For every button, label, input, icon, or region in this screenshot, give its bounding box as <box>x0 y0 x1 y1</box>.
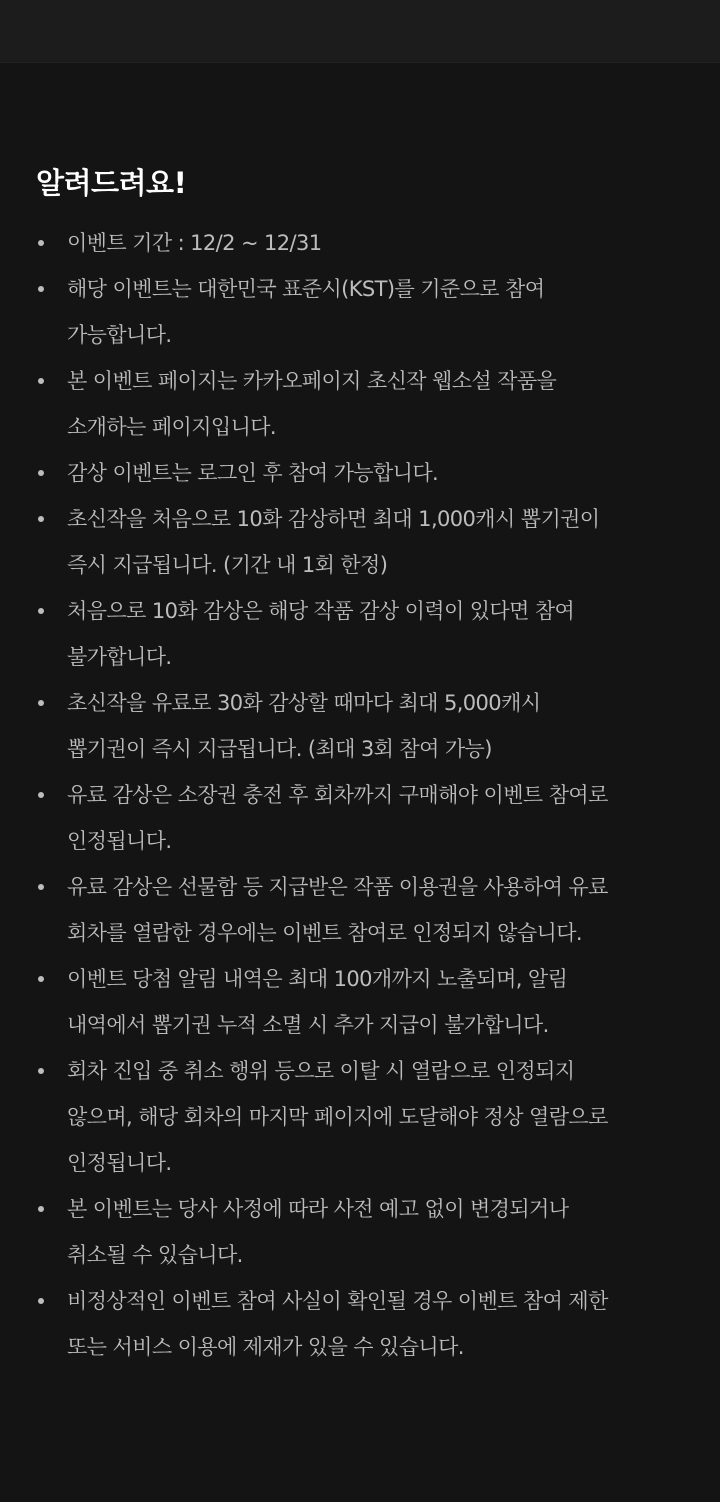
notice-item-text: 소개하는 페이지입니다. <box>67 415 277 439</box>
notice-item-text: 유료 감상은 선물함 등 지급받은 작품 이용권을 사용하여 유료 <box>67 875 608 899</box>
notice-list <box>36 220 684 1370</box>
notice-item-text: 해당 이벤트는 대한민국 표준시(KST)를 기준으로 참여 <box>67 277 545 301</box>
list-item <box>36 956 684 1048</box>
bullet-dot-icon <box>38 1068 44 1074</box>
notice-item-text: 본 이벤트 페이지는 카카오페이지 초신작 웹소설 작품을 <box>67 369 557 393</box>
notice-item-text: 뽑기권이 즉시 지급됩니다. (최대 3회 참여 가능) <box>67 737 492 761</box>
bullet-dot-icon <box>38 470 44 476</box>
list-item <box>36 358 684 450</box>
list-item <box>36 220 684 266</box>
notice-item-text: 초신작을 처음으로 10화 감상하면 최대 1,000캐시 뽑기권이 <box>67 507 600 531</box>
list-item <box>36 680 684 772</box>
notice-item-text: 취소될 수 있습니다. <box>67 1243 243 1267</box>
notice-item-text: 이벤트 기간 : 12/2 ~ 12/31 <box>67 231 322 255</box>
notice-item-text: 또는 서비스 이용에 제재가 있을 수 있습니다. <box>67 1335 464 1359</box>
bullet-dot-icon <box>38 976 44 982</box>
bullet-dot-icon <box>38 884 44 890</box>
notice-item-text: 불가합니다. <box>67 645 172 669</box>
bullet-dot-icon <box>38 1298 44 1304</box>
notice-item-text: 감상 이벤트는 로그인 후 참여 가능합니다. <box>67 461 439 485</box>
notice-item-text: 가능합니다. <box>67 323 172 347</box>
notice-item-text: 회차를 열람한 경우에는 이벤트 참여로 인정되지 않습니다. <box>67 921 582 945</box>
bullet-dot-icon <box>38 700 44 706</box>
list-item <box>36 450 684 496</box>
list-item <box>36 864 684 956</box>
bullet-dot-icon <box>38 1206 44 1212</box>
bullet-dot-icon <box>38 792 44 798</box>
top-bar <box>0 0 720 63</box>
bullet-dot-icon <box>38 240 44 246</box>
notice-item-text: 처음으로 10화 감상은 해당 작품 감상 이력이 있다면 참여 <box>67 599 575 623</box>
notice-section <box>0 63 720 1370</box>
notice-item-text: 본 이벤트는 당사 사정에 따라 사전 예고 없이 변경되거나 <box>67 1197 569 1221</box>
list-item <box>36 266 684 358</box>
bullet-dot-icon <box>38 608 44 614</box>
notice-item-text: 즉시 지급됩니다. (기간 내 1회 한정) <box>67 553 388 577</box>
notice-item-text: 내역에서 뽑기권 누적 소멸 시 추가 지급이 불가합니다. <box>67 1013 549 1037</box>
notice-item-text: 인정됩니다. <box>67 829 172 853</box>
list-item <box>36 1048 684 1186</box>
bullet-dot-icon <box>38 286 44 292</box>
notice-item-text: 인정됩니다. <box>67 1151 172 1175</box>
notice-item-text: 초신작을 유료로 30화 감상할 때마다 최대 5,000캐시 <box>67 691 541 715</box>
list-item <box>36 588 684 680</box>
list-item <box>36 496 684 588</box>
notice-item-text: 유료 감상은 소장권 충전 후 회차까지 구매해야 이벤트 참여로 <box>67 783 608 807</box>
notice-title: 알려드려요! <box>36 166 187 200</box>
notice-item-text: 비정상적인 이벤트 참여 사실이 확인될 경우 이벤트 참여 제한 <box>67 1289 608 1313</box>
list-item <box>36 772 684 864</box>
bullet-dot-icon <box>38 378 44 384</box>
bullet-dot-icon <box>38 516 44 522</box>
notice-item-text: 않으며, 해당 회차의 마지막 페이지에 도달해야 정상 열람으로 <box>67 1105 608 1129</box>
list-item <box>36 1186 684 1278</box>
notice-item-text: 회차 진입 중 취소 행위 등으로 이탈 시 열람으로 인정되지 <box>67 1059 575 1083</box>
list-item <box>36 1278 684 1370</box>
notice-item-text: 이벤트 당첨 알림 내역은 최대 100개까지 노출되며, 알림 <box>67 967 568 991</box>
